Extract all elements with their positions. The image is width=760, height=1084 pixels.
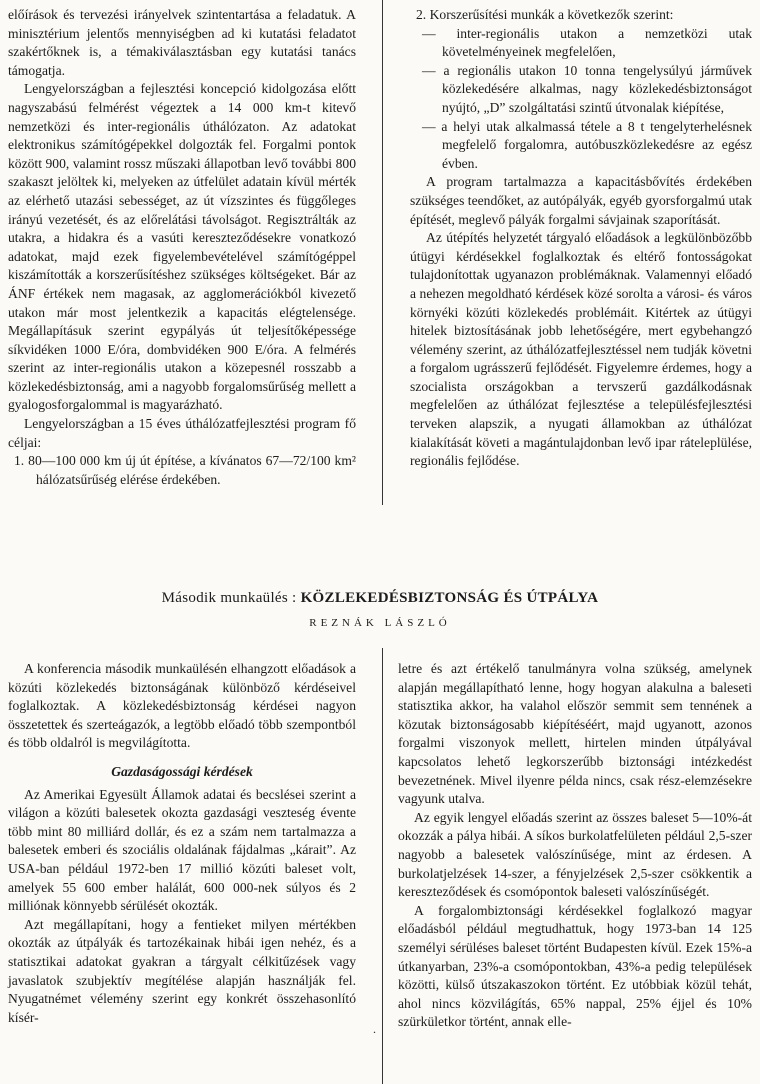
paragraph: Azt megállapítani, hogy a fentieket milyen mértékben okozták az útpályák és tartozékainak hibái igen nehéz, és a statisztikai adatokat gyakran a tárgyalt célkitűzések vagy javaslatok szubjektív megítélése alapján használják fel. Nyugatnémet vélemény szerint egy konkrét összehasonlító kísér- bbox=[8, 916, 356, 1025]
paragraph: Lengyelországban a 15 éves úthálózatfejlesztési program fő céljai: bbox=[8, 416, 356, 450]
bottom-left-column bbox=[8, 660, 356, 1027]
paragraph: — a helyi utak alkalmassá tétele a 8 t tengelyterhelésnek megfelelő forgalomra, autóbuszközlekedésre az egész évben. bbox=[422, 118, 752, 171]
stray-dot: . bbox=[373, 1022, 376, 1036]
bottom-right-column bbox=[398, 660, 752, 1032]
paragraph: 1. 80—100 000 km új út építése, a kívánatos 67—72/100 km² hálózatsűrűség elérése érdekében. bbox=[14, 453, 356, 487]
subsection-heading: Gazdaságossági kérdések bbox=[111, 763, 253, 779]
section-heading bbox=[0, 590, 760, 607]
paragraph: A forgalombiztonsági kérdésekkel foglalkozó magyar előadásból például megtudhattuk, hogy 1973-ban 14 125 személyi sérüléses baleset történt Budapesten kívül. Ezek 15%-a útkanyarban, 23%-a csomópontokban, 43%-a pedig települések közötti, külső útszakaszokon történt. Ez utóbbiak közül tehát, ahol nincs közvilágítás, 65% nappal, 25% éjjel és 10% szürkületkor történt, annak elle- bbox=[398, 902, 752, 1030]
paragraph: Az egyik lengyel előadás szerint az összes baleset 5—10%-át okozzák a pálya hibái. A síkos burkolatfelületen például 2,5-szer nagyobb a balesetek valószínűsége, mint az érdesen. A burkolatjelzések 14-szer, a fényjelzések 2,5-szer csökkentik a kereszteződések és csomópontok baleseti valószínűségét. bbox=[398, 809, 752, 900]
paragraph: Az Amerikai Egyesült Államok adatai és becslései szerint a világon a közúti balesetek okozta gazdasági veszteség évente több mint 80 milliárd dollár, és ez a szám nem tartalmazza a balesetek emberi és szociális oldalának fájdalmas „kárait”. Az USA-ban például 1972-ben 17 millió közúti baleset volt, amelyek 55 600 ember halálát, 600 000-nek súlyos és 2 milliónak könnyebb sérülését okozták. bbox=[8, 786, 356, 914]
paragraph: előírások és tervezési irányelvek szintentartása a feladatuk. A minisztérium jelentős mennyiségben ad ki kutatási feladatot szakértőknek is, a témakiválasztásban egy kutatási tanács támogatja. bbox=[8, 7, 356, 78]
paragraph: A program tartalmazza a kapacitásbővítés érdekében szükséges teendőket, az autópályák, egyéb gyorsforgalmú utak építését, meglevő pályák forgalmi sávjainak szaporítását. bbox=[410, 174, 752, 227]
column-divider-bottom bbox=[382, 648, 383, 1084]
section-heading-title: KÖZLEKEDÉSBIZTONSÁG ÉS ÚTPÁLYA bbox=[300, 590, 599, 606]
paragraph: Lengyelországban a fejlesztési koncepció kidolgozása előtt nagyszabású felmérést végeztek a 14 000 km-t kitevő nemzetközi és inter-regionális úthálózaton. Az adatokat elektronikus számítógépekkel dolgozták fel. Forgalmi pontok között 900, valamint rossz műszaki állapotban levő további 800 szakaszt jelöltek ki, melyeken az útfelület adatain kívül mérték az elérhető utazási sebességet, az út vízszintes és függőleges irányú vezetését, és az előrelátási távolságot. Regisztrálták az utakra, a hidakra és a vasúti kereszteződésekre vonatkozó adatokat, majd ezek figyelembevételével számítógéppel kiszámították a korszerűsítéshez szükséges költségeket. Bár az ÁNF értékek nem magasak, az agglomerációkból kivezető utakon már most jelentkezik a kapacitás elégtelensége. Megállapításuk szerint egypályás út teljesítőképessége síkvidéken 1000 E/óra, dombvidéken 900 E/óra. A felmérés szerint az inter-regionális utakon a közepesnél rosszabb a közlekedésbiztonság, ami a nagyobb forgalomsűrűség mellett a gyalogosforgalommal is magyarázható. bbox=[8, 81, 356, 413]
paragraph: — a regionális utakon 10 tonna tengelysúlyú járművek közlekedésére alkalmas, nagy közlekedésbiztonságot nyújtó, „D” szolgáltatási szintű útvonalak kiépítése, bbox=[422, 62, 752, 115]
section-heading-lead: Második munkaülés : bbox=[161, 590, 301, 606]
author-name: REZNÁK LÁSZLÓ bbox=[309, 617, 451, 629]
paragraph: — inter-regionális utakon a nemzetközi utak követelményeinek megfelelően, bbox=[422, 25, 752, 60]
column-divider-top bbox=[382, 0, 383, 505]
top-right-column bbox=[410, 6, 752, 471]
paragraph: A konferencia második munkaülésén elhangzott előadások a közúti közlekedés biztonságának különböző kérdéseivel foglalkoztak. A közlekedésbiztonság kérdései nagyon összetettek és szerteágazók, a legtöbb előadó több szempontból és több oldalról is megvilágította. bbox=[8, 661, 356, 751]
paragraph: letre és azt értékelő tanulmányra volna szükség, amelynek alapján megállapítható lenne, hogy hogyan alakulna a baleseti statisztika akkor, ha valahol először semmit sem tennének a közutak biztonságosabb kiépítéséért, majd ugyanott, azonos forgalmi viszonyok mellett, hirtelen minden útpályával kapcsolatos lehető legkorszerűbb biztonsági intézkedést bevezetnének. Mivel ilyenre példa nincs, csak rész-elemzésekre vagyunk utalva. bbox=[398, 661, 752, 807]
paragraph: 2. Korszerűsítési munkák a következők szerint: bbox=[416, 7, 674, 22]
top-left-column bbox=[8, 6, 356, 489]
paragraph: Az útépítés helyzetét tárgyaló előadások a legkülönbözőbb útügyi kérdésekkel foglalkoztak és eltérő fontosságokat tulajdonítottak ugyanazon problémáknak. Valamennyi előadó a nehezen megoldható kérdések közé sorolta a városi- és város környéki közúti közlekedés problémáit. Kitértek az útügyi hitelek biztosításának jobb lehetőségére, mert egybehangzó vélemény szerint, az úthálózatfejlesztéssel nem tudják követni a forgalom ugrásszerű fejlődését. Figyelemre érdemes, hogy a szocialista országokban a tervszerű gazdálkodásnak megfelelően az úthálózat fejlesztése a településfejlesztési terveken alapszik, a nyugati államokban az úthálózat kialakítását követi a magántulajdonban levő ipar ráteleplülése, regionális fejlődése. bbox=[410, 230, 752, 469]
